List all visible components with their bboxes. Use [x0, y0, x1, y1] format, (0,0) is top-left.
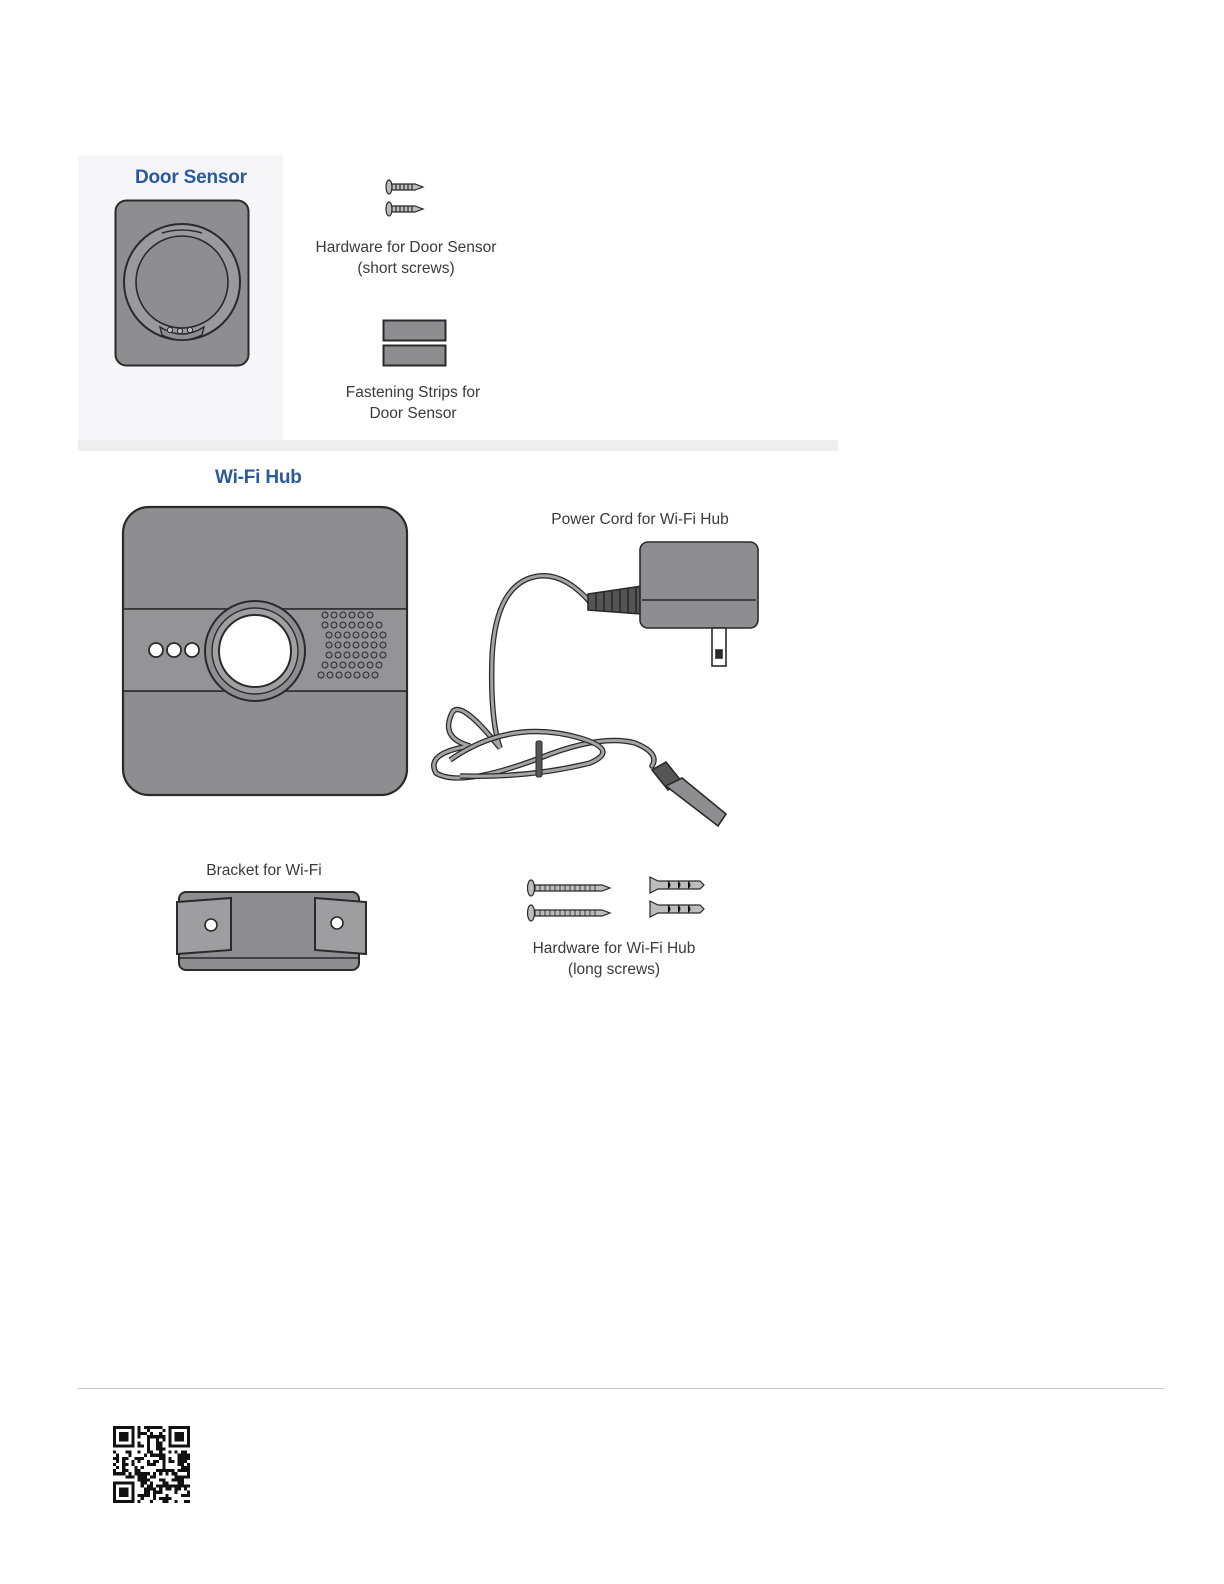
power-cord-caption: Power Cord for Wi-Fi Hub — [551, 511, 729, 528]
door-sensor-hardware-caption-line2: (short screws) — [357, 260, 455, 277]
short-screws-icon — [385, 178, 427, 218]
long-screws-and-anchors-icon — [526, 873, 710, 925]
qr-code-icon[interactable] — [113, 1426, 190, 1503]
footer-divider — [78, 1388, 1164, 1389]
door-sensor-hardware-caption — [306, 237, 506, 279]
fastening-strips-icon — [382, 319, 448, 369]
door-sensor-hardware-caption-line1: Hardware for Door Sensor — [315, 239, 497, 256]
fastening-strips-caption — [313, 382, 513, 424]
section-divider-band — [78, 440, 838, 451]
door-sensor-device-icon — [114, 199, 250, 367]
wifi-hub-hardware-caption-line2: (long screws) — [567, 961, 661, 978]
bracket-caption: Bracket for Wi-Fi — [206, 862, 322, 879]
power-cord-icon — [430, 538, 770, 830]
fastening-strips-caption-line2: Door Sensor — [369, 405, 457, 422]
bracket-icon — [173, 888, 369, 974]
wifi-hub-device-icon — [121, 505, 409, 797]
wifi-hub-heading: Wi-Fi Hub — [215, 467, 302, 488]
fastening-strips-caption-line1: Fastening Strips for — [345, 384, 481, 401]
wifi-hub-hardware-caption — [514, 938, 714, 980]
wifi-hub-hardware-caption-line1: Hardware for Wi-Fi Hub — [532, 940, 696, 957]
door-sensor-heading: Door Sensor — [135, 167, 247, 188]
